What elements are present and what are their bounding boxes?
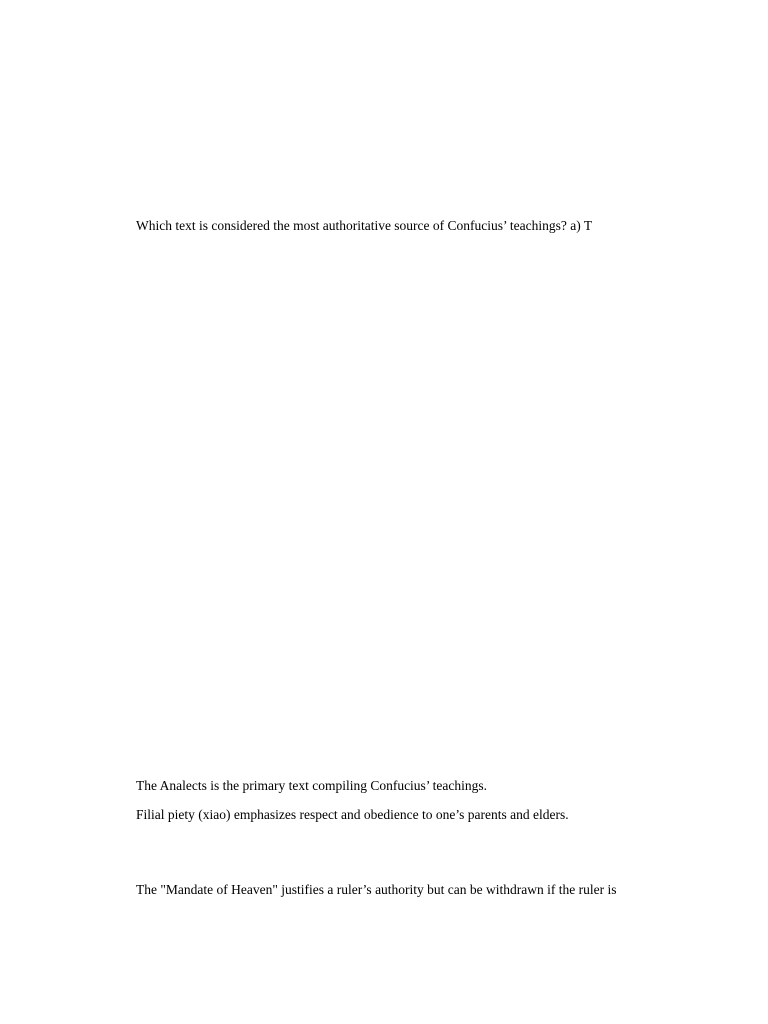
answer-line-analects: The Analects is the primary text compiling Confucius’ teachings.: [136, 778, 488, 793]
answer-line-mandate-of-heaven: The "Mandate of Heaven" justifies a ruler’s authority but can be withdrawn if the ruler is: [136, 882, 617, 897]
question-text: Which text is considered the most authoritative source of Confucius’ teachings? a) T: [136, 218, 593, 233]
answer-line-filial-piety: Filial piety (xiao) emphasizes respect and obedience to one’s parents and elders.: [136, 807, 569, 822]
